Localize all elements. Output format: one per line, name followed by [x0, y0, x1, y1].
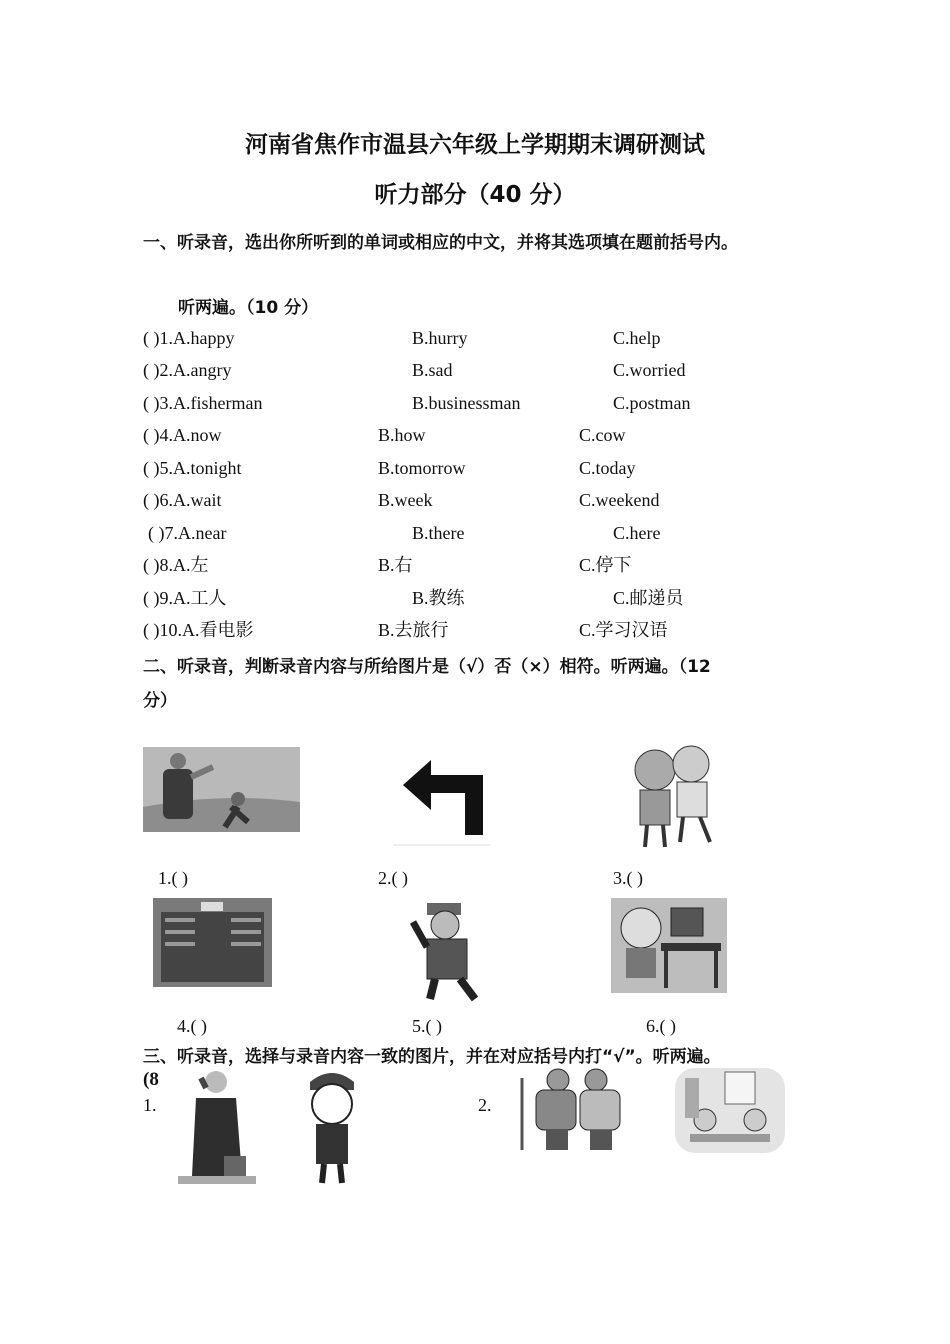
q3-label-1: 1.	[143, 1095, 157, 1115]
question-2-option-c: C.worried	[613, 360, 686, 380]
q2-label-4: 4.( )	[177, 1016, 207, 1036]
section3-points: (8	[143, 1069, 159, 1090]
section2-heading-cont: 分）	[143, 691, 177, 711]
question-4-option-c: C.cow	[579, 425, 626, 445]
question-1-option-b: B.hurry	[412, 328, 468, 348]
section2-heading: 二、听录音，判断录音内容与所给图片是（√）否（×）相符。听两遍。（12	[143, 657, 711, 677]
q2-label-5: 5.( )	[412, 1016, 442, 1036]
picture-two-kids	[625, 742, 722, 850]
picture-bookstore	[153, 898, 272, 987]
question-1-option-a: ( )1.A.happy	[143, 328, 235, 348]
question-10-option-c: C.学习汉语	[579, 620, 668, 640]
question-7-option-a: ( )7.A.near	[148, 523, 227, 543]
question-7-option-c: C.here	[613, 523, 661, 543]
q3-label-2: 2.	[478, 1095, 492, 1115]
question-8-option-b: B.右	[378, 555, 413, 575]
picture-kid-at-computer	[611, 898, 727, 993]
question-5-option-c: C.today	[579, 458, 636, 478]
picture-worker-man	[405, 897, 492, 1003]
picture-turn-left-arrow	[393, 755, 490, 846]
question-1-option-c: C.help	[613, 328, 661, 348]
question-2-option-a: ( )2.A.angry	[143, 360, 232, 380]
question-6-option-c: C.weekend	[579, 490, 660, 510]
picture-hikers	[518, 1068, 632, 1152]
section3-heading: 三、听录音，选择与录音内容一致的图片，并在对应括号内打“√”。听两遍。	[143, 1047, 721, 1067]
question-6-option-b: B.week	[378, 490, 433, 510]
question-10-option-a: ( )10.A.看电影	[143, 620, 254, 640]
picture-classroom	[675, 1068, 785, 1153]
question-9-option-b: B.教练	[412, 588, 465, 608]
question-3-option-b: B.businessman	[412, 393, 521, 413]
question-8-option-c: C.停下	[579, 555, 632, 575]
q2-label-1: 1.( )	[158, 868, 188, 888]
question-9-option-c: C.邮递员	[613, 588, 684, 608]
picture-police-officer	[298, 1068, 366, 1185]
picture-businessman-on-phone	[176, 1068, 257, 1186]
page-title: 河南省焦作市温县六年级上学期期末调研测试	[245, 132, 705, 158]
question-4-option-b: B.how	[378, 425, 426, 445]
question-5-option-a: ( )5.A.tonight	[143, 458, 242, 478]
page-subtitle: 听力部分（40 分）	[374, 182, 576, 208]
question-8-option-a: ( )8.A.左	[143, 555, 209, 575]
q2-label-2: 2.( )	[378, 868, 408, 888]
question-6-option-a: ( )6.A.wait	[143, 490, 222, 510]
question-2-option-b: B.sad	[412, 360, 453, 380]
question-5-option-b: B.tomorrow	[378, 458, 466, 478]
question-10-option-b: B.去旅行	[378, 620, 449, 640]
q2-label-6: 6.( )	[646, 1016, 676, 1036]
q2-label-3: 3.( )	[613, 868, 643, 888]
picture-man-waving-boy-running	[143, 747, 300, 832]
question-4-option-a: ( )4.A.now	[143, 425, 222, 445]
question-9-option-a: ( )9.A.工人	[143, 588, 227, 608]
question-3-option-c: C.postman	[613, 393, 691, 413]
question-3-option-a: ( )3.A.fisherman	[143, 393, 263, 413]
section1-heading: 一、听录音，选出你所听到的单词或相应的中文，并将其选项填在题前括号内。	[143, 233, 738, 253]
question-7-option-b: B.there	[412, 523, 465, 543]
section1-subheading: 听两遍。（10 分）	[178, 298, 319, 318]
